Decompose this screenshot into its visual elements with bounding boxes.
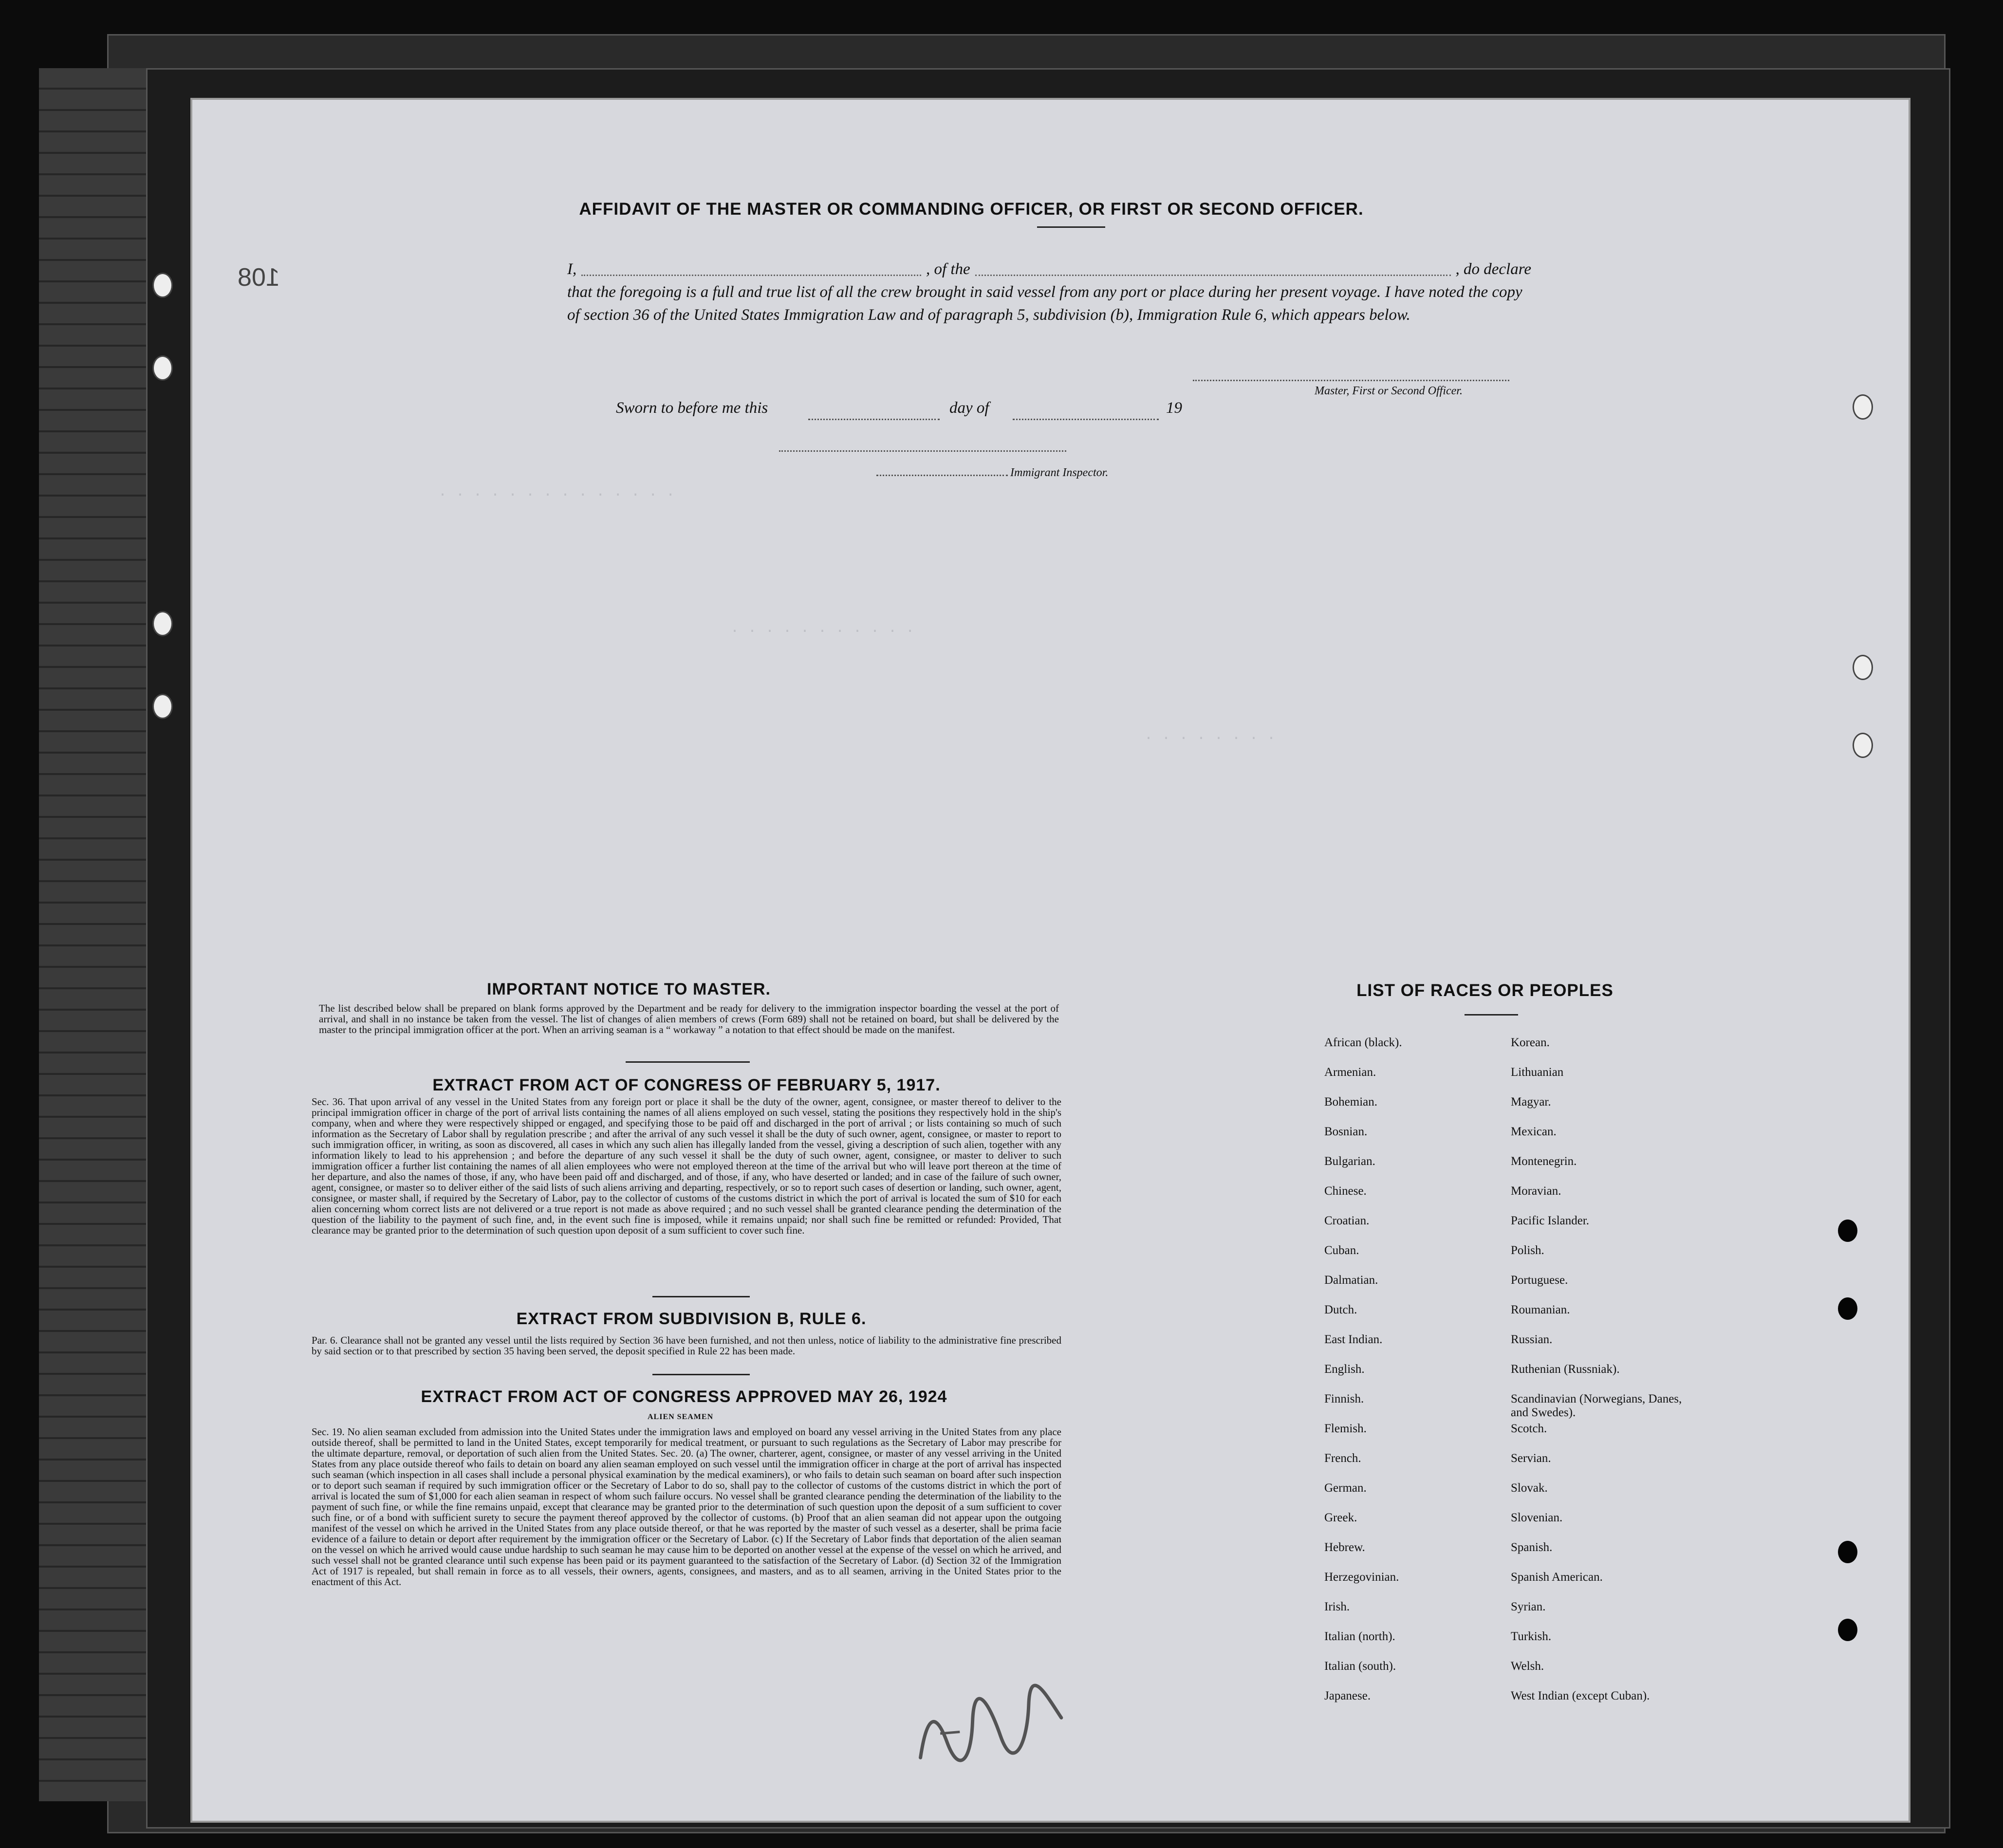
section-divider (652, 1374, 750, 1375)
punch-hole (1838, 1220, 1857, 1242)
race-item: Greek. (1324, 1511, 1357, 1524)
race-item: Slovak. (1511, 1481, 1548, 1495)
punch-hole (1838, 1541, 1857, 1563)
extract-1917-text: Sec. 36. That upon arrival of any vessel in the United States from any foreign port or place it shall be the duty of the owner, agent, consignee, or master thereof to deliver to the principal immigration officer in charge of the port of arrival lists containing the names of all aliens employed on such vessel, stating the positions they respectively hold in the ship's company, when and where they were respectively shipped or engaged, and specifying those to be paid off and discharged in the port of arrival ; or lists containing so much of such information as the Secretary of Labor shall by regulation prescribe ; and after the arrival of any such vessel it shall be the duty of such owner, agent, consignee, or master to report to such immigration officer, in writing, as soon as discovered, all cases in which any such alien has illegally landed from the vessel, giving a description of such alien, together with any information likely to lead to his apprehension ; and before the departure of any such vessel it shall be the duty of such owner, agent, consignee, or master to deliver to such immigration officer a further list containing the names of all alien employees who were not employed thereon at the time of the arrival but who will leave port thereon at the time of her departure, and also the names of those, if any, who have been paid off and discharged, and of those, if any, who have deserted or landed; and in case of the failure of such owner, agent, consignee, or master so to deliver either of the said lists of such aliens arriving and departing, respectively, or so to report such cases of desertion or landing, such owner, agent, consignee, or master shall, if required by the Secretary of Labor, pay to the collector of customs of the customs district in which the port of arrival is located the sum of $10 for each alien concerning whom correct lists are not delivered or a true report is not made as above required ; and no such vessel shall be granted clearance pending the determination of the question of the liability to the payment of such fine, and, in the event such fine is imposed, while it remains unpaid; nor shall such fine be remitted or refunded: Provided, That clearance may be granted prior to the determination of such question upon deposit of a sum sufficient to cover such fine. (312, 1096, 1061, 1236)
title-underline (1037, 226, 1105, 228)
bleed-through-text: · · · · · · · · · · · (730, 623, 915, 640)
extract-1924-subtitle: ALIEN SEAMEN (648, 1413, 714, 1421)
race-item: African (black). (1324, 1036, 1402, 1049)
race-item: Mexican. (1511, 1125, 1557, 1138)
name-field[interactable] (581, 275, 921, 276)
race-item: Bosnian. (1324, 1125, 1368, 1138)
race-item: Armenian. (1324, 1066, 1376, 1079)
race-item: Lithuanian (1511, 1066, 1564, 1079)
race-item: Scandinavian (Norwegians, Danes, and Swedes). (1511, 1392, 1682, 1419)
sworn-month-field[interactable] (1013, 419, 1159, 420)
inspector-signature-line-2[interactable] (876, 475, 1008, 476)
race-item: Syrian. (1511, 1600, 1546, 1613)
race-item: Bohemian. (1324, 1095, 1378, 1109)
bleed-through-text: · · · · · · · · · · · · · · (438, 487, 675, 503)
punch-hole (1853, 394, 1873, 420)
notice-text: The list described below shall be prepared on blank forms approved by the Department and be ready for delivery to the immigration inspector boarding the vessel at the port of arrival, and shall in no instance be taken from the vessel. The list of changes of alien members of crews (Form 689) shall not be retained on board, but shall be delivered by the master to the principal immigration officer at the port. When an arriving seaman is a “ workaway ” a notation to that effect should be made on the manifest. (319, 1002, 1059, 1035)
punch-hole (152, 694, 173, 719)
officer-signature-line[interactable] (1193, 380, 1509, 381)
punch-hole (1853, 733, 1873, 758)
rule6-title: EXTRACT FROM SUBDIVISION B, RULE 6. (516, 1310, 867, 1328)
race-item: Welsh. (1511, 1660, 1544, 1673)
affidavit-body (567, 258, 1531, 327)
race-item: West Indian (except Cuban). (1511, 1689, 1650, 1702)
notice-title: IMPORTANT NOTICE TO MASTER. (487, 980, 771, 998)
race-item: Russian. (1511, 1333, 1553, 1346)
races-left-column (1324, 1036, 1402, 1719)
race-item: Turkish. (1511, 1630, 1552, 1643)
extract-1924-text: Sec. 19. No alien seaman excluded from admission into the United States under the immigration laws and employed on board any vessel arriving in the United States from any place outside thereof, shall be permitted to land in the United States, except temporarily for medical treatment, or pursuant to such regulations as the Secretary of Labor may prescribe for the ultimate departure, removal, or deportation of such alien from the United States. Sec. 20. (a) The owner, charterer, agent, consignee, or master of any vessel arriving in the United States from any place outside thereof who fails to detain on board any alien seaman employed on such vessel until the immigration officer in charge at the port of arrival has inspected such seaman (which inspection in all cases shall include a personal physical examination by the medical examiners), or who fails to detain such seaman on board after such inspection or to deport such seaman if required by such immigration officer or the Secretary of Labor to do so, shall pay to the collector of customs of the customs district in which the port of arrival is located the sum of $1,000 for each alien seaman in respect of whom such failure occurs. No vessel shall be granted clearance pending the determination of the liability to the payment of such fine, or while the fine remains unpaid, except that clearance may be granted prior to the determination of such question upon the deposit of a sum sufficient to cover such fine, or of a bond with sufficient surety to secure the payment thereof approved by the collector of customs. (b) Proof that an alien seaman did not appear upon the outgoing manifest of the vessel on which he arrived in the United States from any place outside thereof, or that he was reported by the master of such vessel as a deserter, shall be prima facie evidence of a failure to detain or deport after requirement by the immigration officer or the Secretary of Labor. (c) If the Secretary of Labor finds that deportation of the alien seaman on the vessel on which he arrived would cause undue hardship to such seaman he may cause him to be deported on another vessel at the expense of the vessel on which he arrived, and such vessel shall not be granted clearance until such expense has been paid or its payment guaranteed to the satisfaction of the Secretary of Labor. (d) Section 32 of the Immigration Act of 1917 is repealed, but shall remain in force as to all vessels, their owners, agents, consignees, and masters, and as to all seamen, arriving in the United States prior to the enactment of this Act. (312, 1426, 1061, 1588)
inspector-caption: Immigrant Inspector. (1010, 466, 1109, 479)
race-item: German. (1324, 1481, 1367, 1495)
punch-hole (152, 355, 173, 381)
race-item: Magyar. (1511, 1095, 1551, 1109)
punch-hole (1838, 1619, 1857, 1641)
sworn-day-field[interactable] (808, 419, 940, 420)
affidavit-of-the: , of the (926, 260, 970, 278)
race-item: East Indian. (1324, 1333, 1383, 1346)
race-item: Polish. (1511, 1244, 1544, 1257)
race-item: Italian (south). (1324, 1660, 1396, 1673)
race-item: French. (1324, 1452, 1361, 1465)
affidavit-title: AFFIDAVIT OF THE MASTER OR COMMANDING OFFICER, OR FIRST OR SECOND OFFICER. (579, 200, 1364, 219)
punch-hole (1838, 1297, 1857, 1320)
race-item: Pacific Islander. (1511, 1214, 1590, 1227)
affidavit-statement: that the foregoing is a full and true list of all the crew brought in said vessel from any port or place during her present voyage. I have noted the copy of section 36 of the United States Immigration Law and of paragraph 5, subdivision (b), Immigration Rule 6, which appears below. (567, 283, 1522, 324)
races-underline (1465, 1014, 1518, 1016)
race-item: Cuban. (1324, 1244, 1359, 1257)
race-item: Portuguese. (1511, 1274, 1568, 1287)
race-item: Irish. (1324, 1600, 1350, 1613)
race-item: Scotch. (1511, 1422, 1547, 1435)
extract-1917-title: EXTRACT FROM ACT OF CONGRESS OF FEBRUARY 5, 1917. (432, 1076, 941, 1094)
affidavit-i: I, (567, 260, 577, 278)
races-title: LIST OF RACES OR PEOPLES (1356, 981, 1614, 1000)
section-divider (652, 1296, 750, 1297)
race-item: English. (1324, 1363, 1365, 1376)
race-item: Croatian. (1324, 1214, 1370, 1227)
race-item: Roumanian. (1511, 1303, 1570, 1316)
race-item: Chinese. (1324, 1184, 1367, 1198)
race-item: Spanish. (1511, 1541, 1553, 1554)
sworn-label: Sworn to before me this (616, 399, 768, 417)
race-item: Finnish. (1324, 1392, 1364, 1405)
race-item: Korean. (1511, 1036, 1550, 1049)
inspector-signature-line-1[interactable] (779, 450, 1066, 452)
race-item: Dutch. (1324, 1303, 1357, 1316)
race-item: Moravian. (1511, 1184, 1561, 1198)
day-of-label: day of (949, 399, 989, 417)
race-item: Herzegovinian. (1324, 1571, 1399, 1584)
race-item: Dalmatian. (1324, 1274, 1378, 1287)
races-right-column (1511, 1036, 1686, 1719)
race-item: Montenegrin. (1511, 1155, 1577, 1168)
race-item: Slovenian. (1511, 1511, 1563, 1524)
year-prefix: 19 (1166, 399, 1182, 417)
race-item: Hebrew. (1324, 1541, 1365, 1554)
race-item: Spanish American. (1511, 1571, 1603, 1584)
section-divider (626, 1061, 750, 1063)
margin-number: 108 (238, 263, 280, 292)
vessel-field[interactable] (975, 275, 1451, 276)
race-item: Flemish. (1324, 1422, 1367, 1435)
race-item: Bulgarian. (1324, 1155, 1375, 1168)
race-item: Italian (north). (1324, 1630, 1395, 1643)
race-item: Ruthenian (Russniak). (1511, 1363, 1620, 1376)
punch-hole (1853, 655, 1873, 680)
binding-edge (39, 68, 146, 1801)
punch-hole (152, 611, 173, 636)
officer-caption: Master, First or Second Officer. (1315, 385, 1463, 397)
bleed-through-text: · · · · · · · · (1144, 730, 1276, 747)
race-item: Servian. (1511, 1452, 1551, 1465)
extract-1924-title: EXTRACT FROM ACT OF CONGRESS APPROVED MAY 26, 1924 (421, 1387, 947, 1406)
race-item: Japanese. (1324, 1689, 1371, 1702)
rule6-text: Par. 6. Clearance shall not be granted any vessel until the lists required by Section 36 have been furnished, and not then unless, notice of liability to the administrative fine prescribed by said section or to that prescribed by section 35 having been served, the deposit specified in Rule 22 has been made. (312, 1334, 1061, 1357)
affidavit-do-declare: , do declare (1455, 260, 1531, 278)
punch-hole (152, 273, 173, 298)
